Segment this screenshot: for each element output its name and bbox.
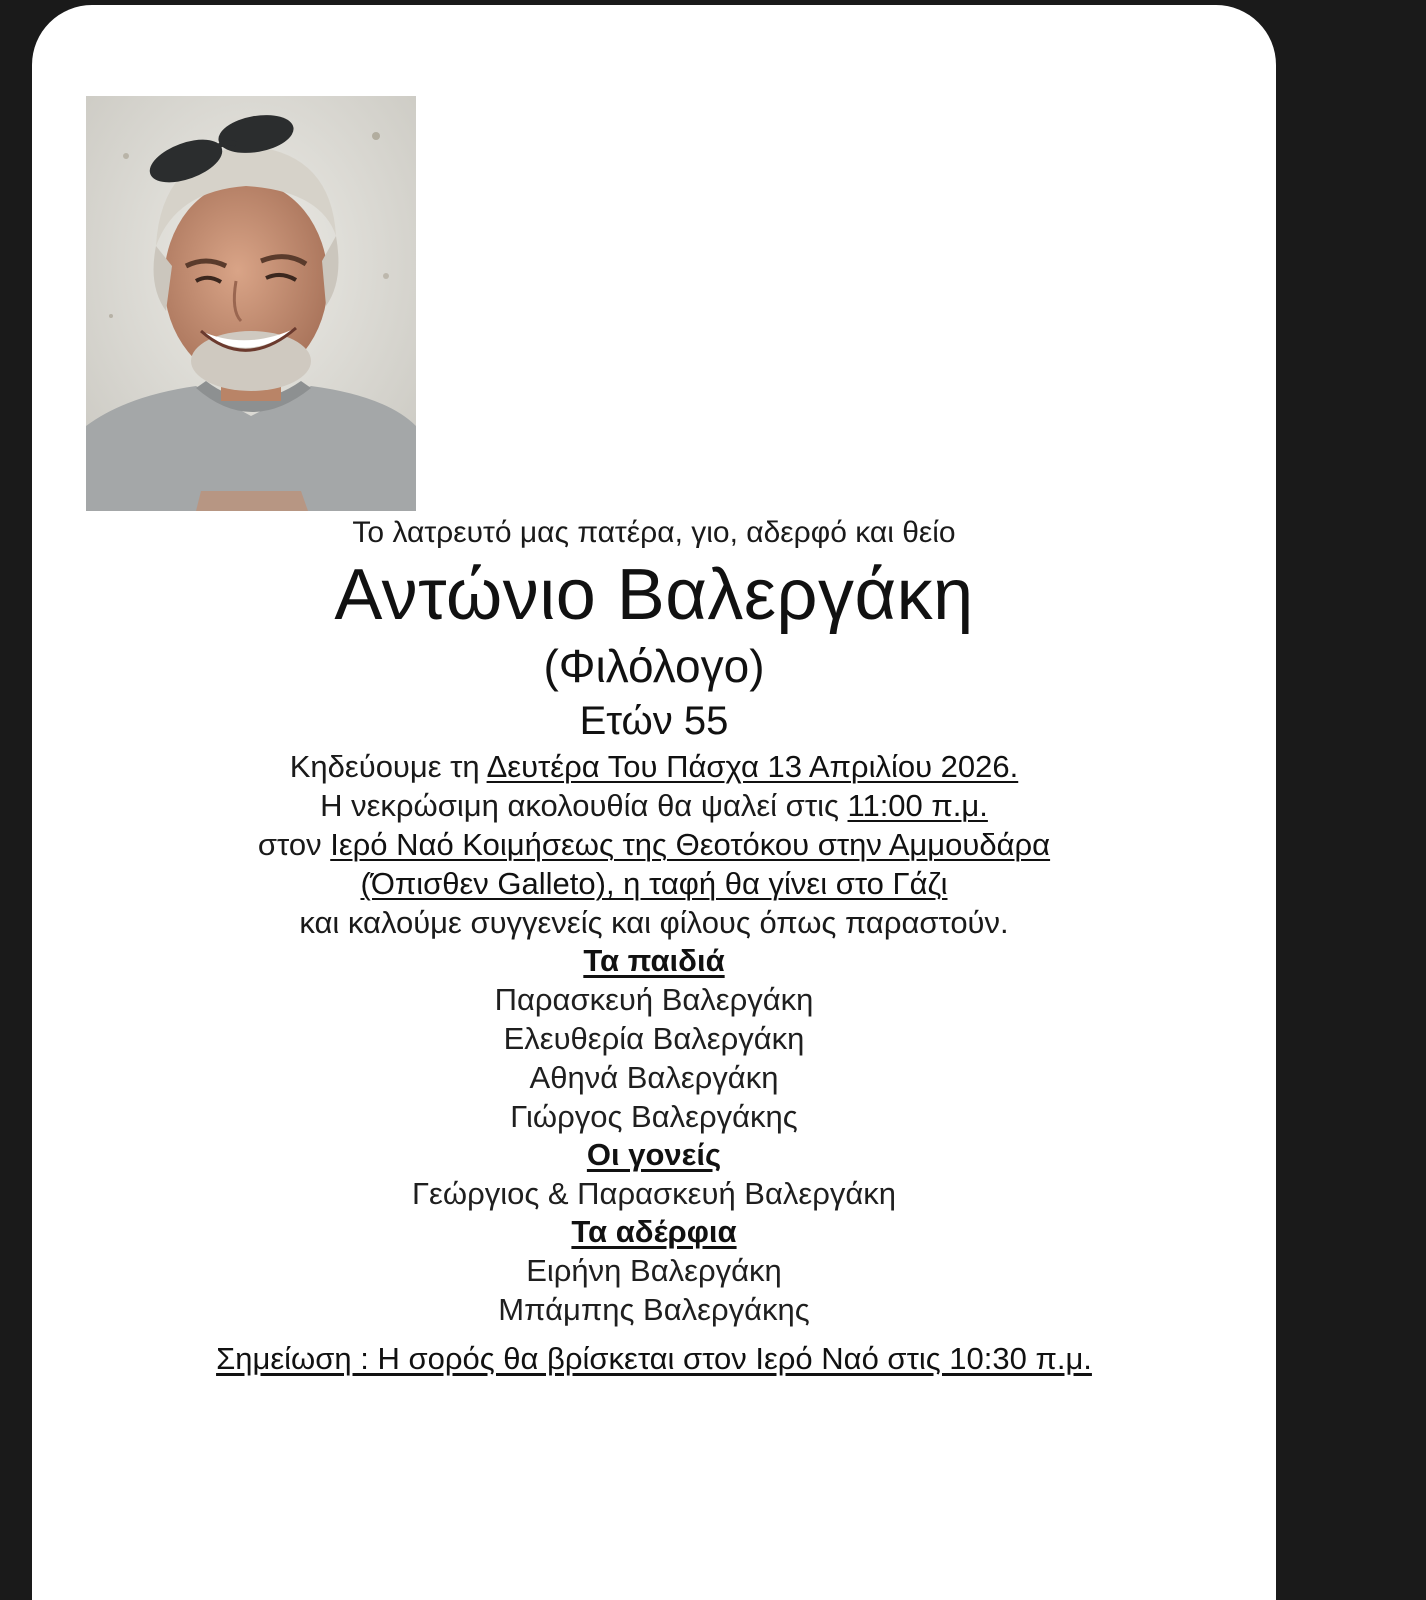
child-name: Αθηνά Βαλεργάκη — [529, 1060, 779, 1095]
parents-heading: Οι γονείς — [586, 1137, 722, 1172]
notice-text — [32, 513, 1276, 1379]
deceased-name: Αντώνιο Βαλεργάκη — [334, 555, 974, 635]
child-name: Γιώργος Βαλεργάκης — [510, 1099, 798, 1134]
funeral-date-prefix: Κηδεύουμε τη — [289, 749, 487, 784]
burial-line — [32, 864, 1276, 903]
service-time-prefix: Η νεκρώσιμη ακολουθία θα ψαλεί στις — [320, 788, 848, 823]
sibling-name: Ειρήνη Βαλεργάκη — [526, 1253, 782, 1288]
funeral-date: Δευτέρα Του Πάσχα 13 Απριλίου 2026. — [486, 749, 1019, 784]
burial-place: (Όπισθεν Galleto), η ταφή θα γίνει στο Γάζι — [360, 866, 948, 901]
portrait-photo — [86, 96, 416, 511]
service-time-line — [32, 786, 1276, 825]
church-name: Ιερό Ναό Κοιμήσεως της Θεοτόκου στην Αμμουδάρα — [330, 827, 1051, 862]
portrait-image — [86, 96, 416, 511]
sibling-name: Μπάμπης Βαλεργάκης — [498, 1292, 810, 1327]
invitation-line: και καλούμε συγγενείς και φίλους όπως παραστούν. — [299, 905, 1009, 940]
age: Ετών 55 — [579, 699, 729, 743]
service-time: 11:00 π.μ. — [847, 788, 988, 823]
child-name: Ελευθερία Βαλεργάκη — [503, 1021, 805, 1056]
intro-line: Το λατρευτό μας πατέρα, γιο, αδερφό και θείο — [352, 516, 956, 549]
funeral-notice-sheet — [32, 5, 1276, 1600]
church-prefix: στον — [257, 827, 331, 862]
profession: (Φιλόλογο) — [543, 640, 765, 692]
church-line — [32, 825, 1276, 864]
funeral-date-line — [32, 747, 1276, 786]
children-heading: Τα παιδιά — [583, 943, 725, 978]
child-name: Παρασκευή Βαλεργάκη — [494, 982, 814, 1017]
parents-names: Γεώργιος & Παρασκευή Βαλεργάκη — [411, 1176, 897, 1211]
note-line: Σημείωση : Η σορός θα βρίσκεται στον Ιερό Ναό στις 10:30 π.μ. — [216, 1341, 1092, 1376]
siblings-heading: Τα αδέρφια — [571, 1214, 737, 1249]
